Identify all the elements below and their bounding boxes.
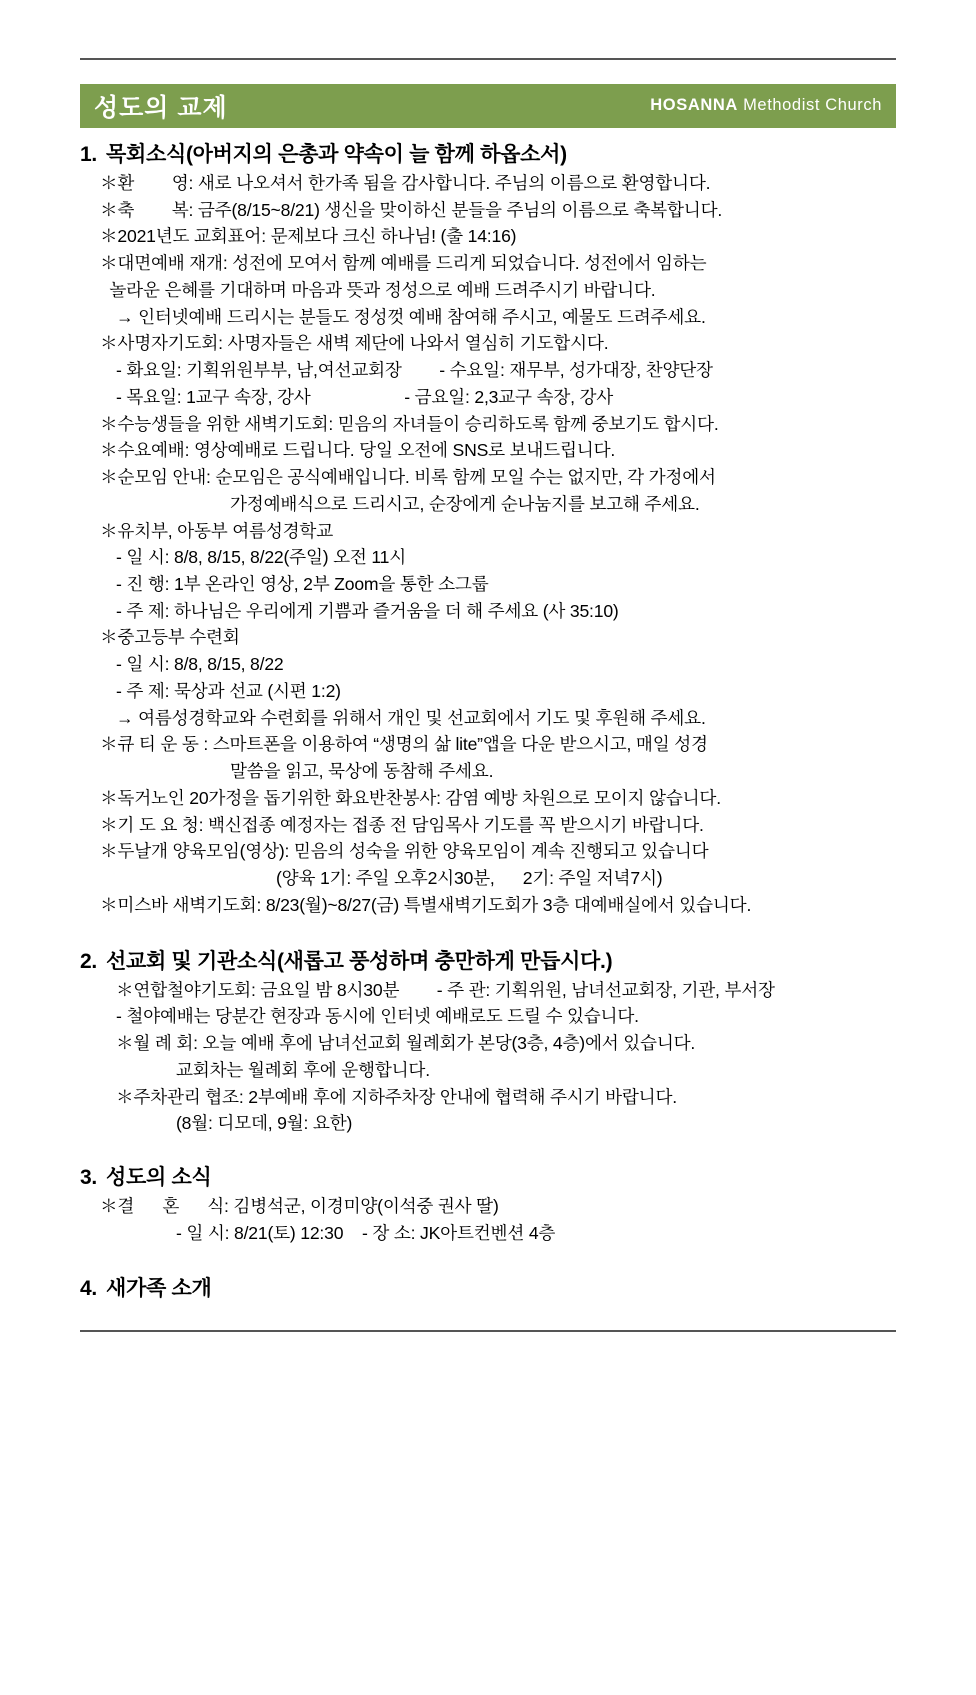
- sections-container: [80, 138, 896, 1302]
- bulletin-line: ＊두날개 양육모임(영상): 믿음의 성숙을 위한 양육모임이 계속 진행되고 있습니다: [100, 841, 709, 862]
- page-title: 성도의 교제: [94, 94, 228, 122]
- bulletin-line: ＊기 도 요 청: 백신접종 예정자는 접종 전 담임목사 기도를 꼭 받으시기 바랍니다.: [100, 814, 704, 835]
- bulletin-line: ＊독거노인 20가정을 돕기위한 화요반찬봉사: 감염 예방 차원으로 모이지 않습니다.: [100, 787, 721, 808]
- bulletin-line: - 일 시: 8/8, 8/15, 8/22: [116, 654, 284, 675]
- bulletin-line: → 여름성경학교와 수련회를 위해서 개인 및 선교회에서 기도 및 후원해 주세요.: [116, 707, 706, 728]
- bulletin-line: ＊중고등부 수련회: [100, 627, 240, 648]
- section-body: [80, 1193, 896, 1246]
- bulletin-line: ＊2021년도 교회표어: 문제보다 크신 하나님! (출 14:16): [100, 226, 517, 247]
- bulletin-line: - 목요일: 1교구 속장, 강사 - 금요일: 2,3교구 속장, 강사: [116, 386, 614, 407]
- bulletin-line: 놀라운 은혜를 기대하며 마음과 뜻과 정성으로 예배 드려주시기 바랍니다.: [100, 279, 656, 300]
- church-brand: HOSANNA: [650, 95, 738, 114]
- bulletin-section: [80, 1272, 896, 1302]
- bulletin-line: - 철야예배는 당분간 현장과 동시에 인터넷 예배로도 드릴 수 있습니다.: [116, 1006, 639, 1027]
- bulletin-page: [0, 58, 976, 1695]
- section-title: [80, 1161, 896, 1191]
- section-title-text: 선교회 및 기관소식(새롭고 풍성하며 충만하게 만듭시다.): [106, 949, 613, 973]
- bulletin-line: ＊월 례 회: 오늘 예배 후에 남녀선교회 월례회가 본당(3층, 4층)에서 있습니다.: [116, 1033, 696, 1054]
- bulletin-section: [80, 138, 896, 919]
- bulletin-line: (8월: 디모데, 9월: 요한): [176, 1113, 353, 1134]
- bulletin-line: (양육 1기: 주일 오후2시30분, 2기: 주일 저녁7시): [276, 868, 663, 889]
- bulletin-line: ＊수요예배: 영상예배로 드립니다. 당일 오전에 SNS로 보내드립니다.: [100, 440, 616, 461]
- top-divider: [80, 58, 896, 60]
- church-brand-suffix: Methodist Church: [743, 95, 882, 114]
- church-name: [650, 96, 882, 117]
- section-title-text: 새가족 소개: [106, 1277, 212, 1301]
- bulletin-line: ＊환 영: 새로 나오셔서 한가족 됨을 감사합니다. 주님의 이름으로 환영합니다.: [100, 173, 711, 193]
- bulletin-line: ＊축 복: 금주(8/15~8/21) 생신을 맞이하신 분들을 주님의 이름으로 축복합니다.: [100, 199, 723, 220]
- section-body: [80, 977, 896, 1137]
- bulletin-line: ＊주차관리 협조: 2부예배 후에 지하주차장 안내에 협력해 주시기 바랍니다.: [116, 1086, 677, 1107]
- bulletin-line: 말씀을 읽고, 묵상에 동참해 주세요.: [230, 761, 494, 782]
- bottom-divider: [80, 1330, 896, 1332]
- bulletin-line: - 일 시: 8/8, 8/15, 8/22(주일) 오전 11시: [116, 547, 407, 568]
- section-number: 1.: [80, 143, 97, 166]
- bulletin-line: ＊유치부, 아동부 여름성경학교: [100, 520, 334, 541]
- section-title-text: 목회소식(아버지의 은총과 약속이 늘 함께 하옵소서): [106, 143, 567, 166]
- bulletin-line: ＊사명자기도회: 사명자들은 새벽 제단에 나와서 열심히 기도합시다.: [100, 333, 609, 354]
- section-title: [80, 138, 896, 168]
- bulletin-section: [80, 945, 896, 1137]
- bulletin-line: - 주 제: 하나님은 우리에게 기쁨과 즐거움을 더 해 주세요 (사 35:10): [116, 600, 619, 621]
- section-title: [80, 1272, 896, 1302]
- bulletin-line: ＊미스바 새벽기도회: 8/23(월)~8/27(금) 특별새벽기도회가 3층 대예배실에서 있습니다.: [100, 894, 752, 915]
- section-title-text: 성도의 소식: [106, 1165, 212, 1189]
- section-body: [80, 170, 896, 919]
- bulletin-line: ＊대면예배 재개: 성전에 모여서 함께 예배를 드리게 되었습니다. 성전에서 임하는: [100, 253, 707, 274]
- bulletin-line: ＊결 혼 식: 김병석군, 이경미양(이석중 권사 딸): [100, 1195, 499, 1216]
- bulletin-line: 가정예배식으로 드리시고, 순장에게 순나눔지를 보고해 주세요.: [230, 493, 700, 514]
- section-header-bar: [80, 84, 896, 128]
- section-title: [80, 945, 896, 975]
- section-number: 2.: [80, 949, 97, 973]
- bulletin-section: [80, 1161, 896, 1246]
- bulletin-line: - 일 시: 8/21(토) 12:30 - 장 소: JK아트컨벤션 4층: [176, 1222, 556, 1243]
- bulletin-line: ＊순모임 안내: 순모임은 공식예배입니다. 비록 함께 모일 수는 없지만, 각 가정에서: [100, 467, 716, 488]
- bulletin-line: - 주 제: 묵상과 선교 (시편 1:2): [116, 680, 341, 701]
- bulletin-line: - 진 행: 1부 온라인 영상, 2부 Zoom을 통한 소그룹: [116, 574, 489, 595]
- bulletin-line: ＊수능생들을 위한 새벽기도회: 믿음의 자녀들이 승리하도록 함께 중보기도 합시다.: [100, 413, 719, 434]
- bulletin-line: → 인터넷예배 드리시는 분들도 정성껏 예배 참여해 주시고, 예물도 드려주세요.: [116, 306, 706, 327]
- bulletin-line: ＊큐 티 운 동 : 스마트폰을 이용하여 “생명의 삶 lite”앱을 다운 받으시고, 매일 성경: [100, 734, 708, 755]
- section-number: 4.: [80, 1277, 97, 1301]
- bulletin-line: - 화요일: 기획위원부부, 남,여선교회장 - 수요일: 재무부, 성가대장, 찬양단장: [116, 360, 713, 381]
- bulletin-line: ＊연합철야기도회: 금요일 밤 8시30분 - 주 관: 기획위원, 남녀선교회장, 기관, 부서장: [116, 979, 775, 1000]
- section-number: 3.: [80, 1165, 97, 1189]
- bulletin-line: 교회차는 월례회 후에 운행합니다.: [176, 1059, 430, 1080]
